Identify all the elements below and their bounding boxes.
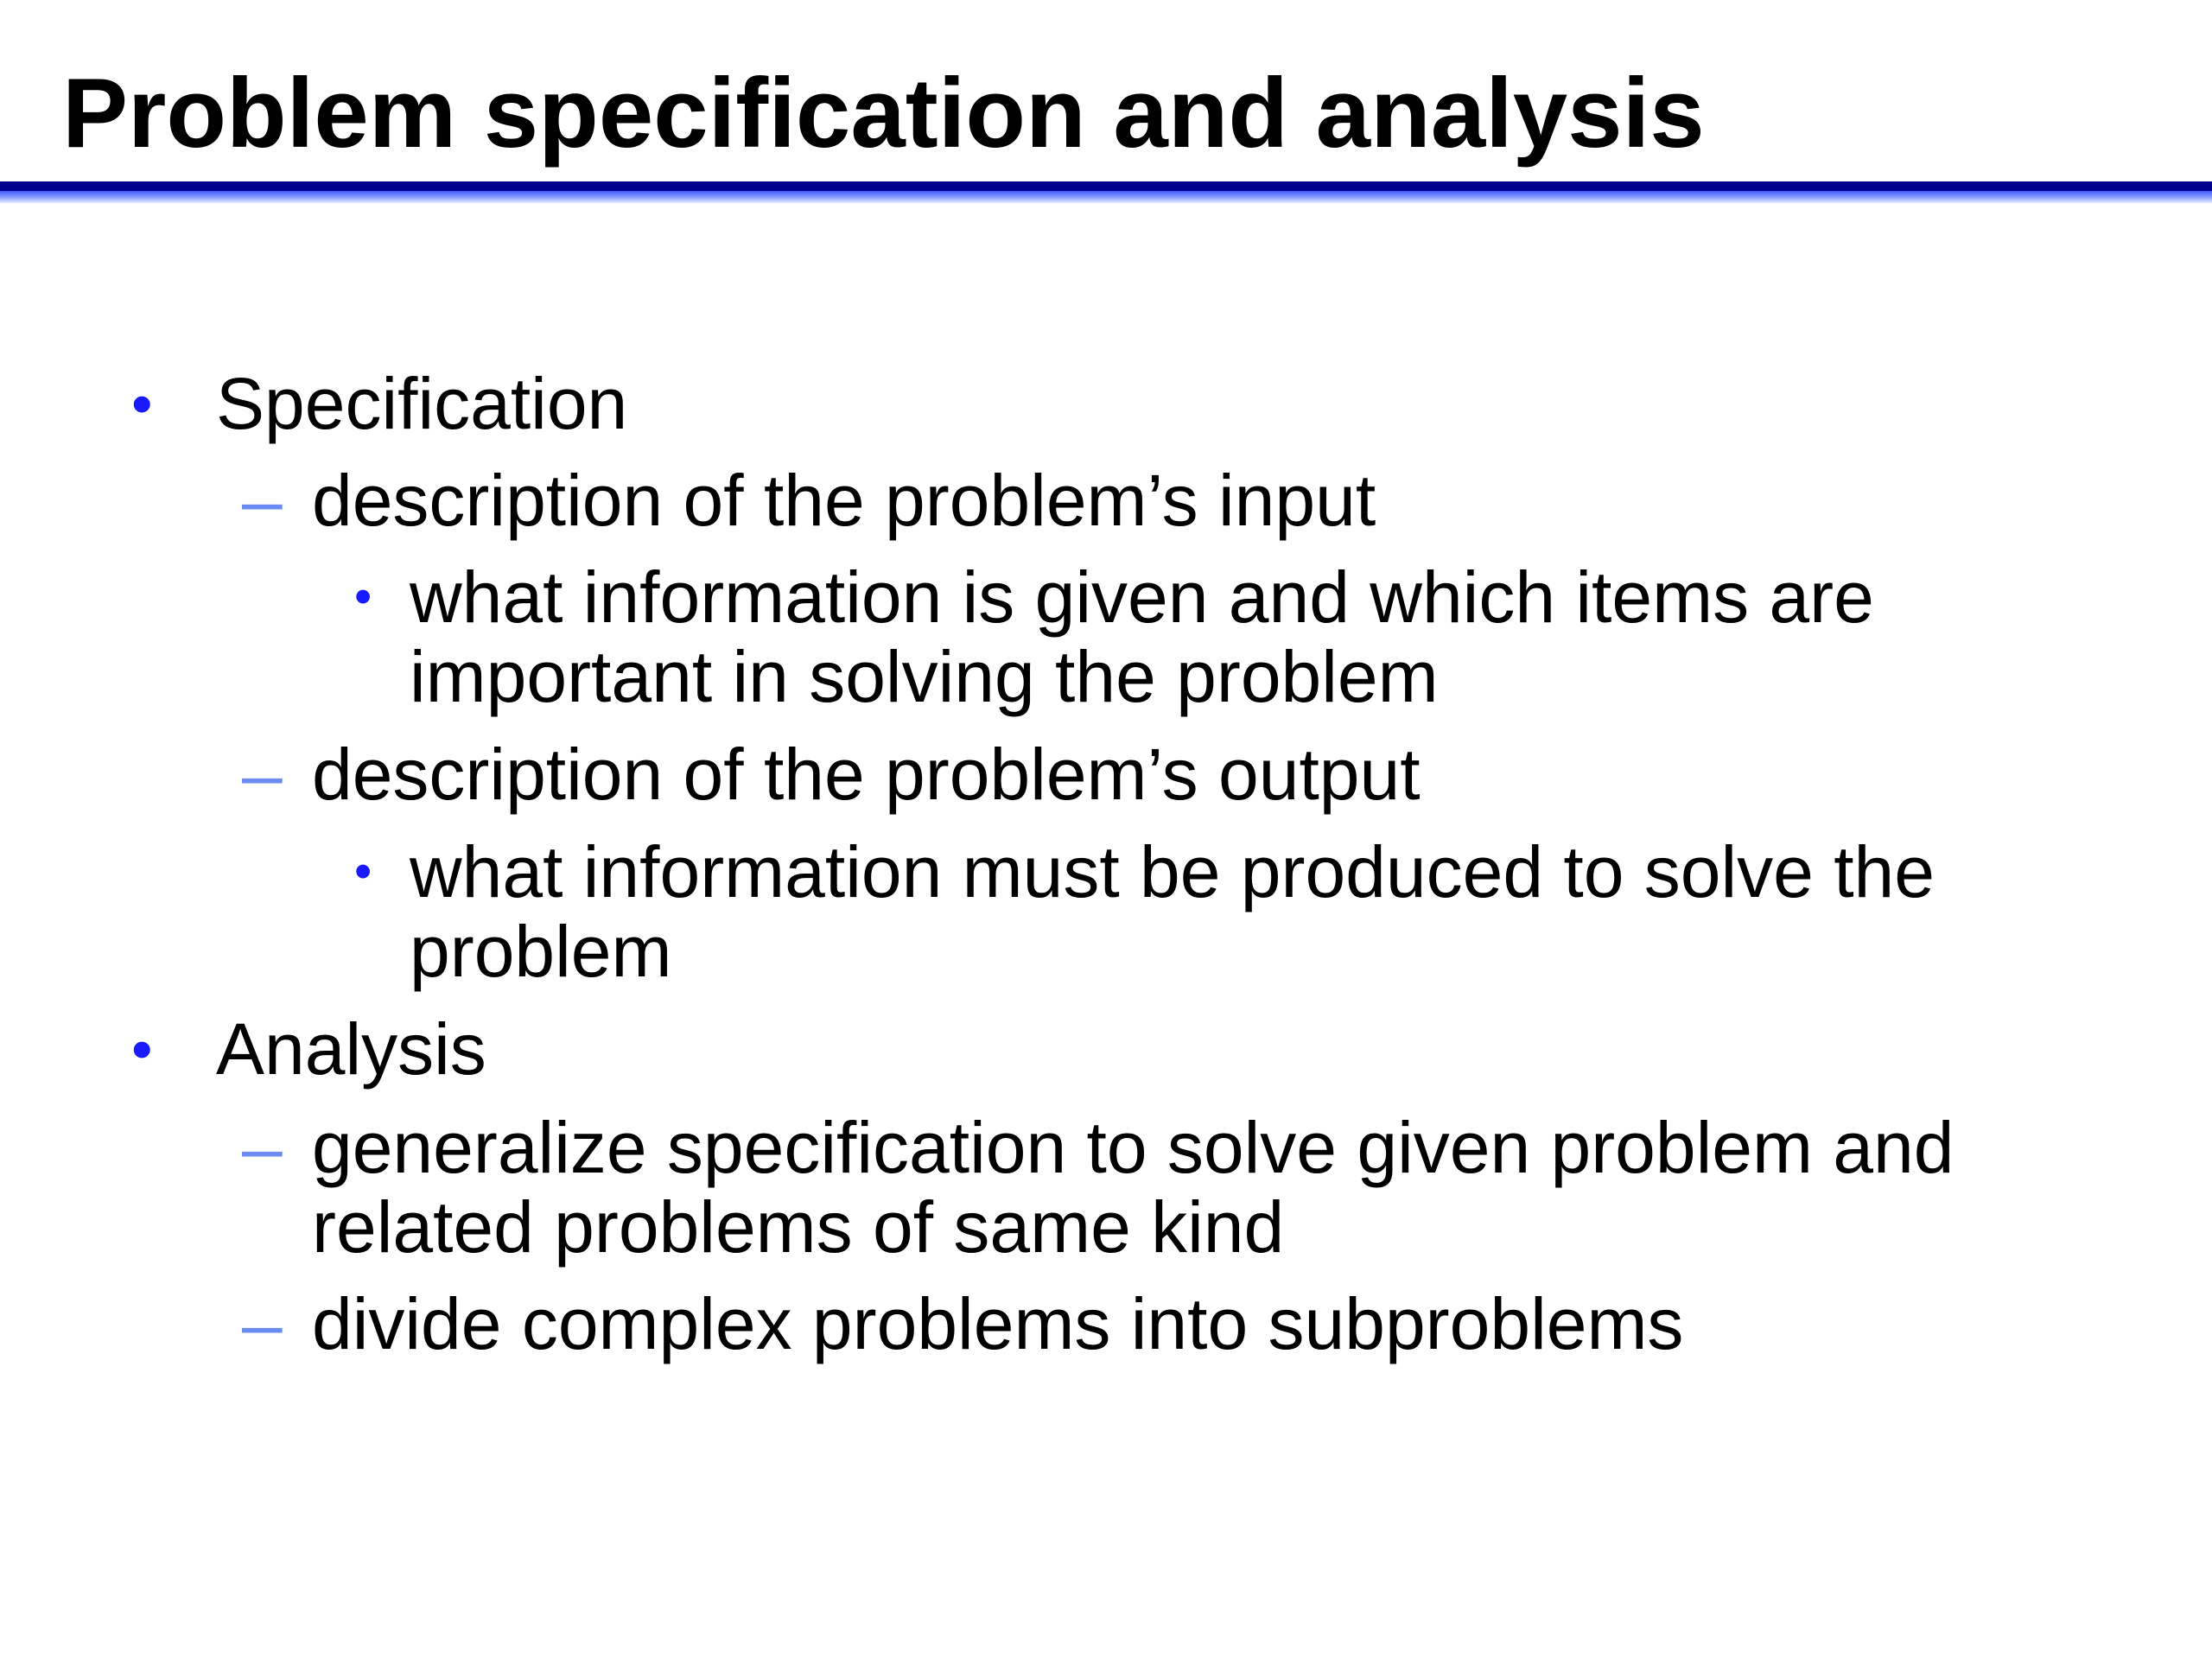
- dash-marker: –: [242, 1107, 283, 1188]
- dash-text-line1: generalize specification to solve given problem and: [312, 1107, 1955, 1188]
- bullet-marker: •: [131, 370, 153, 437]
- dash-marker: –: [242, 1283, 283, 1364]
- sub-bullet-marker: •: [354, 569, 372, 625]
- dash-text-line2: related problems of same kind: [312, 1186, 1285, 1268]
- sub-bullet-text-line1: what information must be produced to solve the: [410, 831, 1935, 912]
- bullet-marker: •: [131, 1015, 153, 1083]
- dash-text: description of the problem’s output: [312, 734, 1421, 815]
- dash-text: divide complex problems into subproblems: [312, 1283, 1684, 1364]
- sub-bullet-marker: •: [354, 843, 372, 899]
- dash-text: description of the problem’s input: [312, 460, 1376, 541]
- sub-bullet-text-line2: problem: [410, 911, 672, 992]
- sub-bullet-text-line1: what information is given and which items are: [410, 556, 1874, 638]
- sub-bullet-text-line2: important in solving the problem: [410, 636, 1439, 717]
- bullet-text: Specification: [216, 363, 628, 444]
- title-underline-gradient: [0, 191, 2212, 203]
- title-underline-dark: [0, 181, 2212, 191]
- title-underline: [0, 181, 2212, 214]
- dash-marker: –: [242, 734, 283, 815]
- bullet-text: Analysis: [216, 1008, 486, 1090]
- dash-marker: –: [242, 460, 283, 541]
- slide-title: Problem specification and analysis: [62, 59, 1705, 168]
